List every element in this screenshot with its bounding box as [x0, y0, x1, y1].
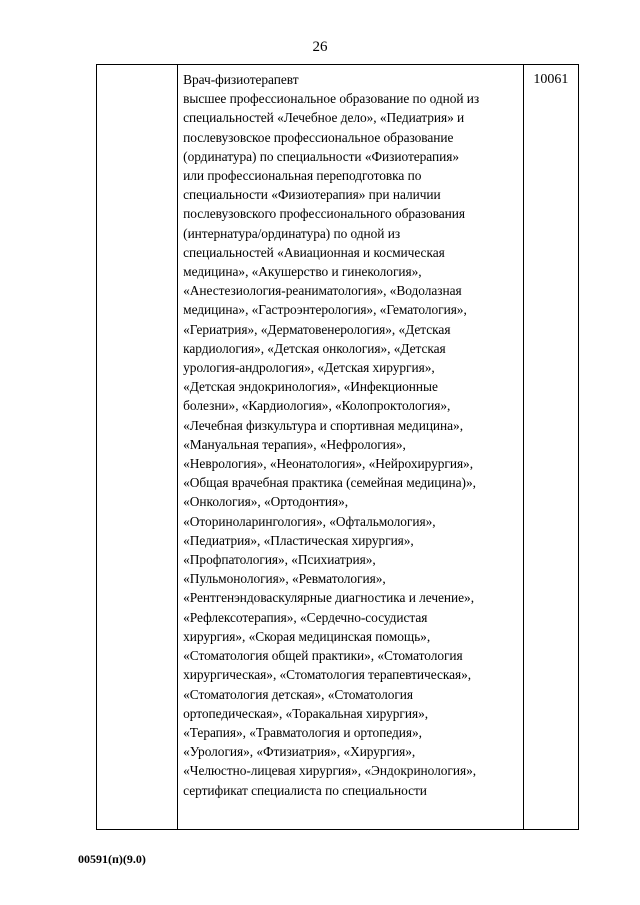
description-line: послевузовское профессиональное образование [183, 129, 454, 145]
description-line: (ординатура) по специальности «Физиотерапия» [183, 148, 459, 164]
description-line: послевузовского профессионального образования [183, 206, 466, 222]
description-line: «Оториноларингология», «Офтальмология», [183, 513, 436, 529]
qualification-table [96, 64, 579, 830]
description-line: ортопедическая», «Торакальная хирургия», [183, 705, 429, 721]
description-line: медицина», «Акушерство и гинекология», [183, 264, 422, 280]
code-cell [523, 65, 578, 830]
description-line: сертификат специалиста по специальности [183, 782, 427, 798]
description-line: специальностей «Лечебное дело», «Педиатрия» и [183, 110, 465, 126]
position-title: Врач-физиотерапевт [183, 72, 299, 87]
description-line: хирургия», «Скорая медицинская помощь», [183, 628, 431, 644]
description-line: «Стоматология детская», «Стоматология [183, 686, 414, 702]
description-line: «Рефлексотерапия», «Сердечно-сосудистая [183, 609, 428, 625]
description-line: «Пульмонология», «Ревматология», [183, 571, 386, 587]
description-line: «Лечебная физкультура и спортивная медицина», [183, 417, 463, 433]
description-line: «Анестезиология-реаниматология», «Водолазная [183, 283, 462, 299]
position-description-cell [178, 65, 524, 830]
description-line: «Стоматология общей практики», «Стоматология [183, 648, 463, 664]
page-number: 26 [312, 39, 328, 55]
description-line: «Общая врачебная практика (семейная медицина)», [183, 475, 476, 491]
description-line: «Онкология», «Ортодонтия», [183, 494, 349, 510]
description-line: хирургическая», «Стоматология терапевтическая», [183, 667, 472, 683]
description-line: «Педиатрия», «Пластическая хирургия», [183, 532, 414, 548]
table-row [97, 65, 579, 830]
description-line: «Мануальная терапия», «Нефрология», [183, 436, 406, 452]
description-line: «Челюстно-лицевая хирургия», «Эндокринология», [183, 763, 477, 779]
description-line: «Гериатрия», «Дерматовенерология», «Детская [183, 321, 451, 337]
position-code: 10061 [533, 72, 569, 87]
empty-cell [97, 65, 178, 830]
description-line: урология-андрология», «Детская хирургия», [183, 360, 435, 376]
description-line: или профессиональная переподготовка по [183, 168, 422, 184]
description-line: медицина», «Гастроэнтерология», «Гематология», [183, 302, 467, 318]
description-line: специальностей «Авиационная и космическая [183, 244, 445, 260]
description-line: «Терапия», «Травматология и ортопедия», [183, 724, 422, 740]
description-line: «Урология», «Фтизиатрия», «Хирургия», [183, 744, 416, 760]
description-line: болезни», «Кардиология», «Колопроктология», [183, 398, 451, 414]
description-line: высшее профессиональное образование по одной из [183, 91, 480, 107]
description-line: «Профпатология», «Психиатрия», [183, 552, 376, 568]
footer-doc-code: 00591(п)(9.0) [78, 852, 146, 866]
description-line: специальности «Физиотерапия» при наличии [183, 187, 441, 203]
description-line: «Рентгенэндоваскулярные диагностика и лечение», [183, 590, 474, 606]
description-line: кардиология», «Детская онкология», «Детская [183, 340, 446, 356]
description-line: «Детская эндокринология», «Инфекционные [183, 379, 438, 395]
description-line: «Неврология», «Неонатология», «Нейрохирургия», [183, 456, 473, 472]
description-line: (интернатура/ординатура) по одной из [183, 225, 401, 241]
